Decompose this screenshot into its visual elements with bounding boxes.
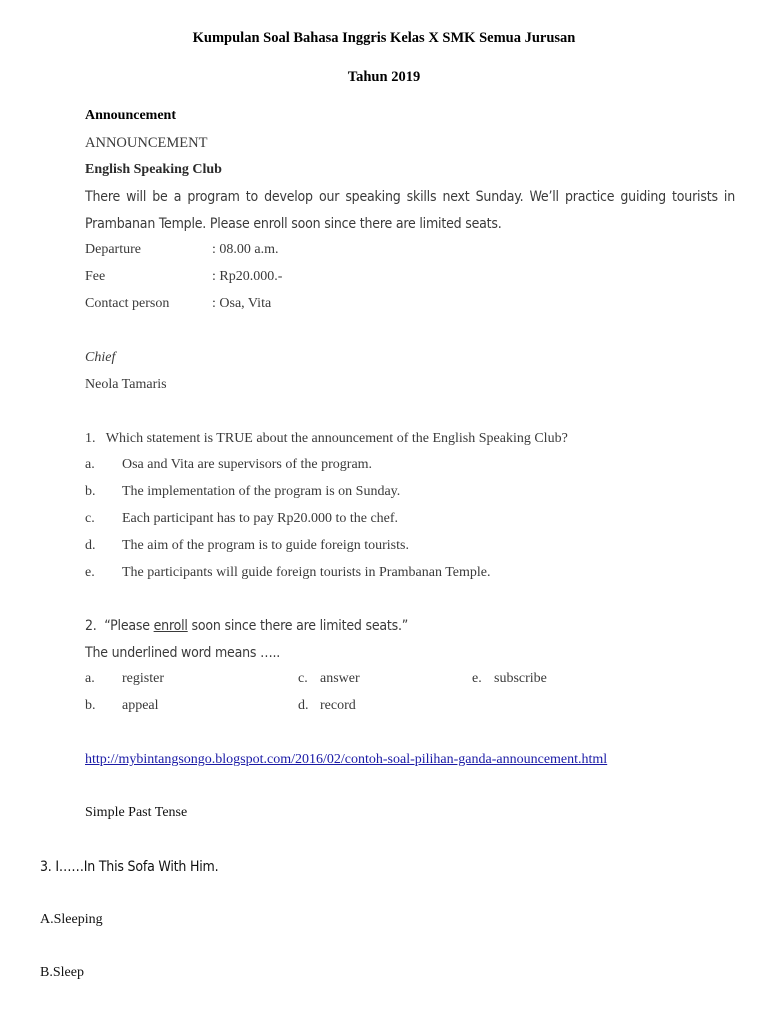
option-text: The participants will guide foreign tourists in Prambanan Temple. xyxy=(122,565,491,580)
question-1 xyxy=(85,431,568,447)
option-letter: e. xyxy=(85,565,95,580)
option-text: Each participant has to pay Rp20.000 to the chef. xyxy=(122,511,399,526)
underlined-word: enroll xyxy=(153,618,188,634)
section-heading-simple-past: Simple Past Tense xyxy=(85,805,188,820)
detail-value-departure: : 08.00 a.m. xyxy=(212,242,279,257)
document-title: Kumpulan Soal Bahasa Inggris Kelas X SMK Semua Jurusan xyxy=(192,30,576,46)
option-a: A.Sleeping xyxy=(40,912,103,927)
option-text: register xyxy=(122,671,164,686)
question-2-prompt: The underlined word means ….. xyxy=(85,645,281,661)
question-2 xyxy=(85,618,408,634)
question-number: 1. xyxy=(85,431,96,446)
signer-name: Neola Tamaris xyxy=(85,377,167,392)
option-text: subscribe xyxy=(494,671,547,686)
document-year: Tahun 2019 xyxy=(347,69,421,85)
option-letter: c. xyxy=(298,671,308,686)
option-letter: e. xyxy=(472,671,482,686)
signer-role: Chief xyxy=(85,350,116,365)
source-link[interactable]: http://mybintangsongo.blogspot.com/2016/02/contoh-soal-pilihan-ganda-announcement.html xyxy=(85,752,608,767)
option-letter: d. xyxy=(298,698,309,713)
option-b: B.Sleep xyxy=(40,965,84,980)
option-letter: a. xyxy=(85,671,95,686)
detail-value-fee: : Rp20.000.- xyxy=(212,269,283,284)
club-name: English Speaking Club xyxy=(85,162,222,177)
option-text: record xyxy=(320,698,356,713)
option-text: Osa and Vita are supervisors of the program. xyxy=(122,457,373,472)
quote-before: “Please xyxy=(104,618,154,634)
option-letter: b. xyxy=(85,484,96,499)
detail-label-contact: Contact person xyxy=(85,296,170,311)
announcement-body: There will be a program to develop our speaking skills next Sunday. We’ll practice guiding tourists in Prambanan Temple. Please enroll soon since there are limited seats. xyxy=(85,189,735,232)
option-letter: d. xyxy=(85,538,96,553)
question-text: Which statement is TRUE about the announcement of the English Speaking Club? xyxy=(105,431,568,446)
option-text: The implementation of the program is on Sunday. xyxy=(122,484,401,499)
detail-value-contact: : Osa, Vita xyxy=(212,296,272,311)
section-heading-announcement: Announcement xyxy=(85,108,177,123)
option-text: answer xyxy=(320,671,360,686)
option-letter: c. xyxy=(85,511,95,526)
option-letter: b. xyxy=(85,698,96,713)
question-3: 3. I……In This Sofa With Him. xyxy=(40,859,219,875)
option-text: appeal xyxy=(122,698,159,713)
detail-label-fee: Fee xyxy=(85,269,106,284)
detail-label-departure: Departure xyxy=(85,242,141,257)
option-text: The aim of the program is to guide foreign tourists. xyxy=(122,538,409,553)
question-number: 2. xyxy=(85,618,97,634)
option-letter: a. xyxy=(85,457,95,472)
announcement-caps-heading: ANNOUNCEMENT xyxy=(85,135,208,151)
quote-after: soon since there are limited seats.” xyxy=(187,618,409,634)
